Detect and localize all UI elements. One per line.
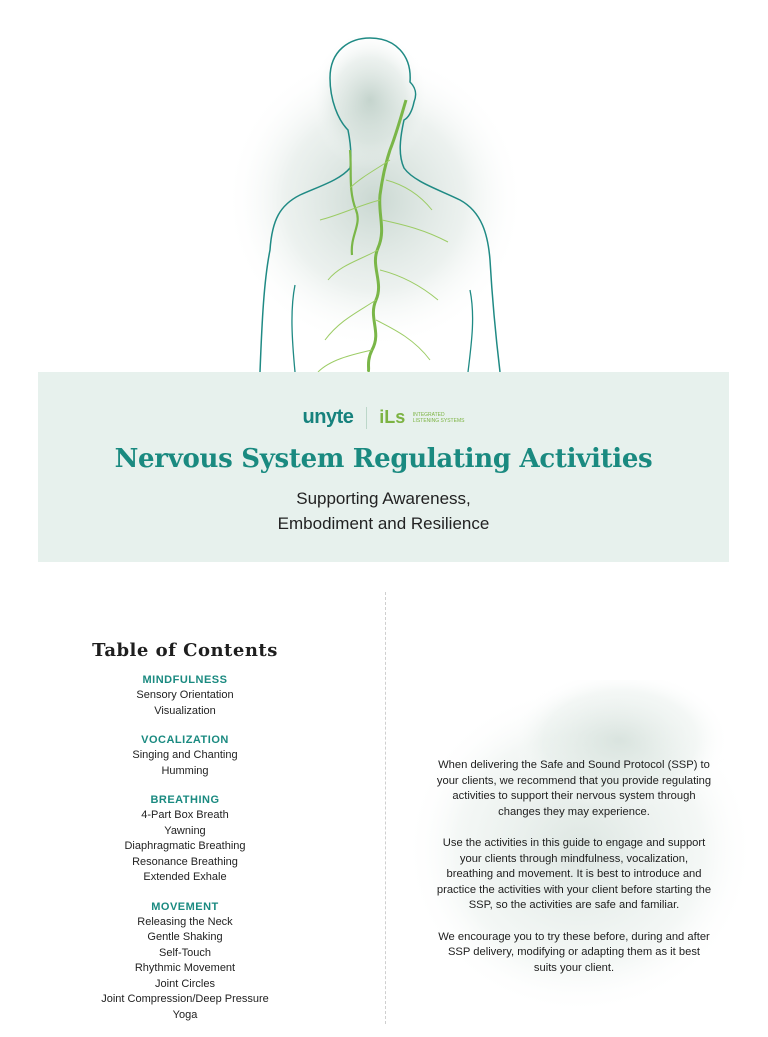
toc-item[interactable]: Self-Touch — [159, 946, 211, 959]
toc-item[interactable]: Diaphragmatic Breathing — [124, 840, 246, 852]
toc-item[interactable]: Resonance Breathing — [132, 855, 238, 868]
toc-item[interactable]: Yawning — [164, 824, 206, 837]
toc-section-breathing — [38, 793, 332, 886]
toc-section-vocalization — [38, 733, 332, 779]
title-band — [38, 372, 729, 562]
toc-section-movement — [38, 900, 332, 1024]
unyte-logo: unyte — [302, 406, 354, 428]
toc-heading[interactable]: MOVEMENT — [151, 900, 219, 913]
toc-item[interactable]: Yoga — [172, 1008, 198, 1021]
body-nerve-illustration — [200, 20, 568, 372]
table-of-contents — [38, 640, 332, 1037]
toc-title: Table of Contents — [92, 640, 278, 661]
subtitle-line-1: Supporting Awareness, — [296, 489, 471, 508]
toc-item[interactable]: Releasing the Neck — [137, 915, 233, 928]
intro-paragraph: Use the activities in this guide to engage and support your clients through mindfulness, vocalization, breathing and movement. It is best to introduce and practice the activities with your client before starting the SSP, so the activities are safe and familiar. — [436, 836, 712, 912]
toc-heading[interactable]: MINDFULNESS — [142, 674, 228, 686]
toc-item[interactable]: Visualization — [154, 704, 216, 717]
toc-item[interactable]: Humming — [161, 764, 209, 777]
toc-item[interactable]: Joint Circles — [155, 977, 215, 990]
intro-text — [436, 758, 712, 992]
toc-item[interactable]: Rhythmic Movement — [134, 962, 236, 974]
intro-paragraph: When delivering the Safe and Sound Protocol (SSP) to your clients, we recommend that you provide regulating activities to support their nervous system through changes they may experience. — [436, 759, 712, 818]
toc-item[interactable]: Extended Exhale — [143, 871, 227, 883]
toc-item[interactable]: Singing and Chanting — [132, 749, 238, 761]
toc-section-mindfulness — [38, 673, 332, 719]
brand-logos — [38, 406, 729, 432]
toc-heading[interactable]: VOCALIZATION — [141, 734, 229, 746]
intro-paragraph: We encourage you to try these before, during and after SSP delivery, modifying or adapting them as it best suits your client. — [438, 930, 710, 974]
toc-item[interactable]: Sensory Orientation — [136, 689, 234, 701]
toc-heading[interactable]: BREATHING — [150, 794, 220, 806]
logo-separator — [366, 407, 367, 429]
page-subtitle — [38, 486, 729, 536]
page-title: Nervous System Regulating Activities — [114, 444, 653, 474]
ils-tagline-line-2: LISTENING SYSTEMS — [412, 417, 465, 424]
ils-tagline-line-1: INTEGRATED — [412, 411, 445, 418]
ils-logo: iLs — [379, 407, 406, 427]
ils-tagline — [413, 412, 465, 424]
toc-item[interactable]: Joint Compression/Deep Pressure — [101, 993, 269, 1005]
column-divider — [385, 592, 386, 1024]
toc-item[interactable]: 4-Part Box Breath — [141, 809, 229, 821]
subtitle-line-2: Embodiment and Resilience — [277, 514, 490, 533]
toc-item[interactable]: Gentle Shaking — [147, 931, 223, 943]
watercolor-wash-head — [310, 30, 430, 170]
